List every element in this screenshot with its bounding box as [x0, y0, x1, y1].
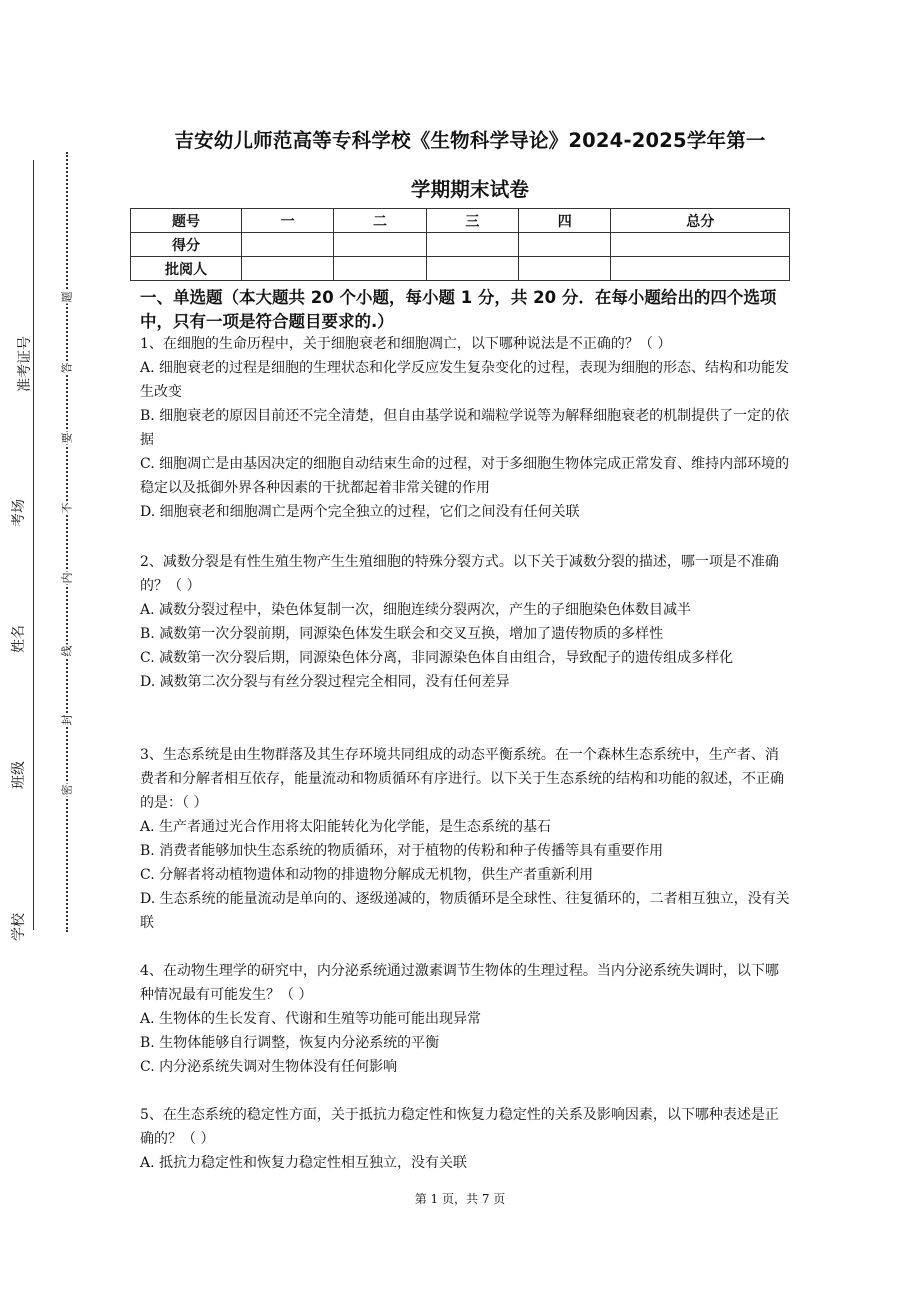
- option-a: A. 减数分裂过程中，染色体复制一次，细胞连续分裂两次，产生的子细胞染色体数目减半: [140, 602, 692, 618]
- score-cell: [426, 233, 518, 257]
- binding-label-exam-number: 准考证号: [17, 336, 33, 392]
- seal-dotted-line: [66, 152, 68, 932]
- binding-label-name: 姓名: [11, 625, 27, 653]
- section-heading: 一、单选题（本大题共 20 个小题，每小题 1 分，共 20 分．在每小题给出的四个选项中，只有一项是符合题目要求的.）: [140, 288, 777, 331]
- option-b: B. 生物体能够自行调整，恢复内分泌系统的平衡: [140, 1035, 440, 1051]
- option-d: D. 减数第二次分裂与有丝分裂过程完全相同，没有任何差异: [140, 674, 510, 690]
- seal-char: 封: [60, 714, 74, 726]
- seal-char: 答: [60, 362, 74, 374]
- seal-char: 密: [60, 784, 74, 796]
- binding-label-class: 班级: [11, 761, 27, 789]
- question-stem: 4、在动物生理学的研究中，内分泌系统通过激素调节生物体的生理过程。当内分泌系统失调时，以下哪种情况最有可能发生？（ ）: [140, 963, 779, 1003]
- option-b: B. 减数第一次分裂前期，同源染色体发生联会和交叉互换，增加了遗传物质的多样性: [140, 626, 664, 642]
- score-table-header: 题号: [131, 209, 242, 233]
- option-a: A. 抵抗力稳定性和恢复力稳定性相互独立，没有关联: [140, 1155, 468, 1171]
- score-table-row: [131, 257, 790, 281]
- option-c: C. 细胞凋亡是由基因决定的细胞自动结束生命的过程，对于多细胞生物体完成正常发育、维持内部环境的稳定以及抵御外界各种因素的干扰都起着非常关键的作用: [140, 456, 790, 496]
- score-table-row: [131, 233, 790, 257]
- seal-char: 要: [60, 432, 74, 444]
- score-cell: [426, 257, 518, 281]
- exam-title-line1: 吉安幼儿师范高等专科学校《生物科学导论》2024-2025学年第一: [174, 129, 766, 152]
- option-d: D. 生态系统的能量流动是单向的、逐级递减的，物质循环是全球性、往复循环的，二者相互独立，没有关联: [140, 891, 790, 931]
- score-cell: [242, 257, 334, 281]
- score-table-header: 一: [242, 209, 334, 233]
- score-table-header-row: [131, 209, 790, 233]
- question-stem: 5、在生态系统的稳定性方面，关于抵抗力稳定性和恢复力稳定性的关系及影响因素，以下哪种表述是正确的？（ ）: [140, 1107, 779, 1147]
- option-c: C. 分解者将动植物遗体和动物的排遗物分解成无机物，供生产者重新利用: [140, 867, 594, 883]
- score-table-header: 三: [426, 209, 518, 233]
- seal-char: 内: [60, 572, 74, 584]
- option-a: A. 生物体的生长发育、代谢和生殖等功能可能出现异常: [140, 1011, 482, 1027]
- score-cell: [519, 233, 611, 257]
- score-table-header: 四: [519, 209, 611, 233]
- score-table: [130, 208, 790, 281]
- option-d: D. 细胞衰老和细胞凋亡是两个完全独立的过程，它们之间没有任何关联: [140, 504, 580, 520]
- binding-line: [33, 160, 34, 930]
- score-row-label: 批阅人: [131, 257, 242, 281]
- question-stem: 3、生态系统是由生物群落及其生存环境共同组成的动态平衡系统。在一个森林生态系统中，生产者、消费者和分解者相互依存，能量流动和物质循环有序进行。以下关于生态系统的结构和功能的叙述，不正确的是：（ ）: [140, 747, 784, 811]
- score-table-header: 二: [334, 209, 426, 233]
- question-4: [140, 959, 790, 1079]
- binding-label-exam-room: 考场: [11, 499, 27, 527]
- score-cell: [334, 257, 426, 281]
- option-c: C. 减数第一次分裂后期，同源染色体分离，非同源染色体自由组合，导致配子的遗传组成多样化: [140, 650, 734, 666]
- score-cell: [242, 233, 334, 257]
- option-c: C. 内分泌系统失调对生物体没有任何影响: [140, 1059, 398, 1075]
- question-stem: 1、在细胞的生命历程中，关于细胞衰老和细胞凋亡，以下哪种说法是不正确的？（ ）: [140, 336, 672, 352]
- question-5: [140, 1103, 790, 1175]
- question-stem: 2、减数分裂是有性生殖生物产生生殖细胞的特殊分裂方式。以下关于减数分裂的描述，哪一项是不准确的？（ ）: [140, 554, 779, 594]
- question-2: [140, 550, 790, 694]
- seal-char: 线: [60, 645, 74, 657]
- option-a: A. 细胞衰老的过程是细胞的生理状态和化学反应发生复杂变化的过程，表现为细胞的形态、结构和功能发生改变: [140, 360, 790, 400]
- binding-label-school: 学校: [11, 913, 27, 941]
- seal-char: 题: [60, 291, 74, 303]
- score-cell: [519, 257, 611, 281]
- score-row-label: 得分: [131, 233, 242, 257]
- page-footer: 第 1 页，共 7 页: [414, 1192, 506, 1206]
- exam-title-line2: 学期期末试卷: [410, 178, 530, 201]
- score-table-header: 总分: [611, 209, 790, 233]
- option-b: B. 细胞衰老的原因目前还不完全清楚，但自由基学说和端粒学说等为解释细胞衰老的机制提供了一定的依据: [140, 408, 790, 448]
- score-cell: [334, 233, 426, 257]
- score-cell: [611, 233, 790, 257]
- score-cell: [611, 257, 790, 281]
- seal-char: 不: [60, 502, 74, 514]
- question-1: [140, 332, 790, 524]
- option-b: B. 消费者能够加快生态系统的物质循环，对于植物的传粉和种子传播等具有重要作用: [140, 843, 664, 859]
- option-a: A. 生产者通过光合作用将太阳能转化为化学能，是生态系统的基石: [140, 819, 552, 835]
- question-3: [140, 743, 790, 935]
